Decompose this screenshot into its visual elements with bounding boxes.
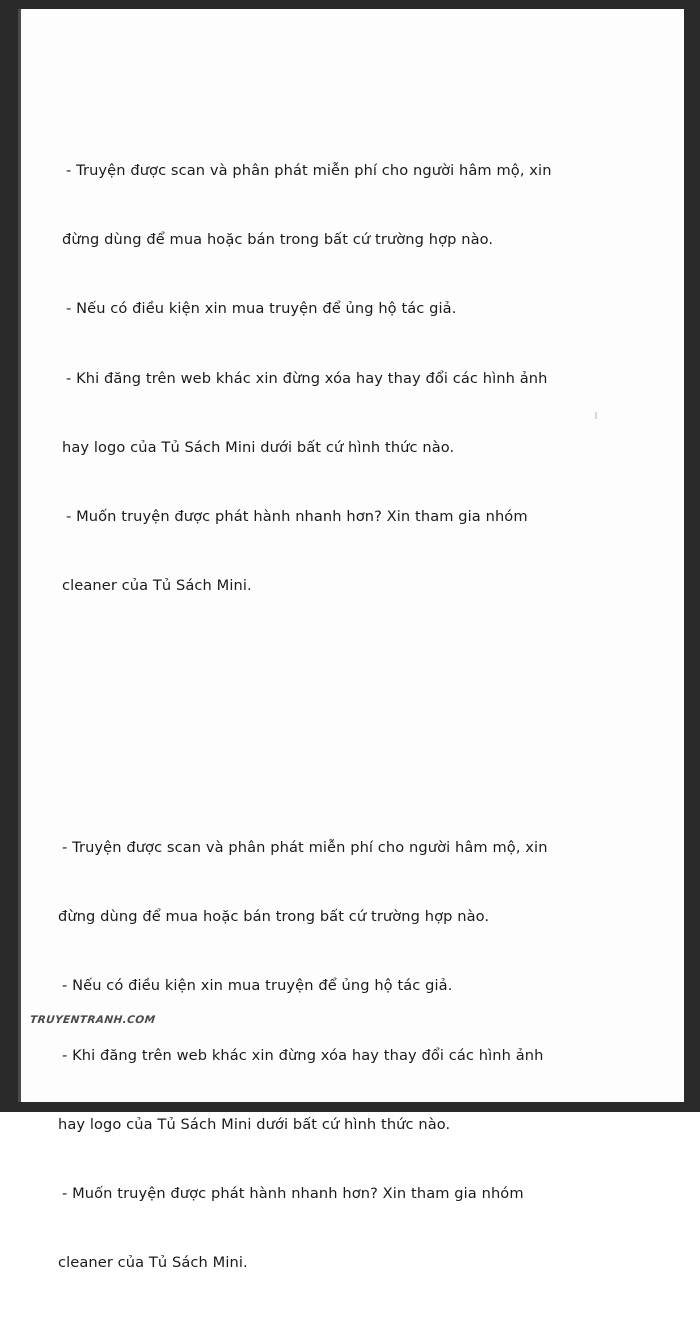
notice-top-line-4: - Khi đăng trên web khác xin đừng xóa hay thay đổi các hình ảnh <box>66 369 548 387</box>
notice-bottom-line-3: - Nếu có điều kiện xin mua truyện để ủng hộ tác giả. <box>62 977 453 995</box>
scanlation-notice-bottom <box>58 790 618 1320</box>
page-border-left <box>0 0 18 1112</box>
notice-bottom-line-2: đừng dùng để mua hoặc bán trong bất cứ trường hợp nào. <box>58 908 490 926</box>
notice-bottom-line-1: - Truyện được scan và phân phát miễn phí cho người hâm mộ, xin <box>62 839 548 857</box>
notice-top-line-5: hay logo của Tủ Sách Mini dưới bất cứ hình thức nào. <box>62 438 455 456</box>
notice-top-line-7: cleaner của Tủ Sách Mini. <box>62 576 252 594</box>
notice-bottom-line-4: - Khi đăng trên web khác xin đừng xóa hay thay đổi các hình ảnh <box>62 1046 544 1064</box>
notice-top-line-2: đừng dùng để mua hoặc bán trong bất cứ trường hợp nào. <box>62 231 494 249</box>
page-gutter-line <box>18 9 21 1102</box>
notice-bottom-line-6: - Muốn truyện được phát hành nhanh hơn? Xin tham gia nhóm <box>62 1184 524 1202</box>
site-watermark: TRUYENTRANH.COM <box>29 1014 156 1026</box>
notice-bottom-line-5: hay logo của Tủ Sách Mini dưới bất cứ hình thức nào. <box>58 1115 451 1133</box>
page-border-right <box>684 0 700 1112</box>
page-border-top <box>0 0 700 9</box>
scanlation-notice-top <box>62 113 622 643</box>
notice-bottom-line-7: cleaner của Tủ Sách Mini. <box>58 1253 248 1271</box>
notice-top-line-1: - Truyện được scan và phân phát miễn phí cho người hâm mộ, xin <box>66 162 552 180</box>
notice-top-line-3: - Nếu có điều kiện xin mua truyện để ủng hộ tác giả. <box>66 300 457 318</box>
notice-top-line-6: - Muốn truyện được phát hành nhanh hơn? Xin tham gia nhóm <box>66 507 528 525</box>
